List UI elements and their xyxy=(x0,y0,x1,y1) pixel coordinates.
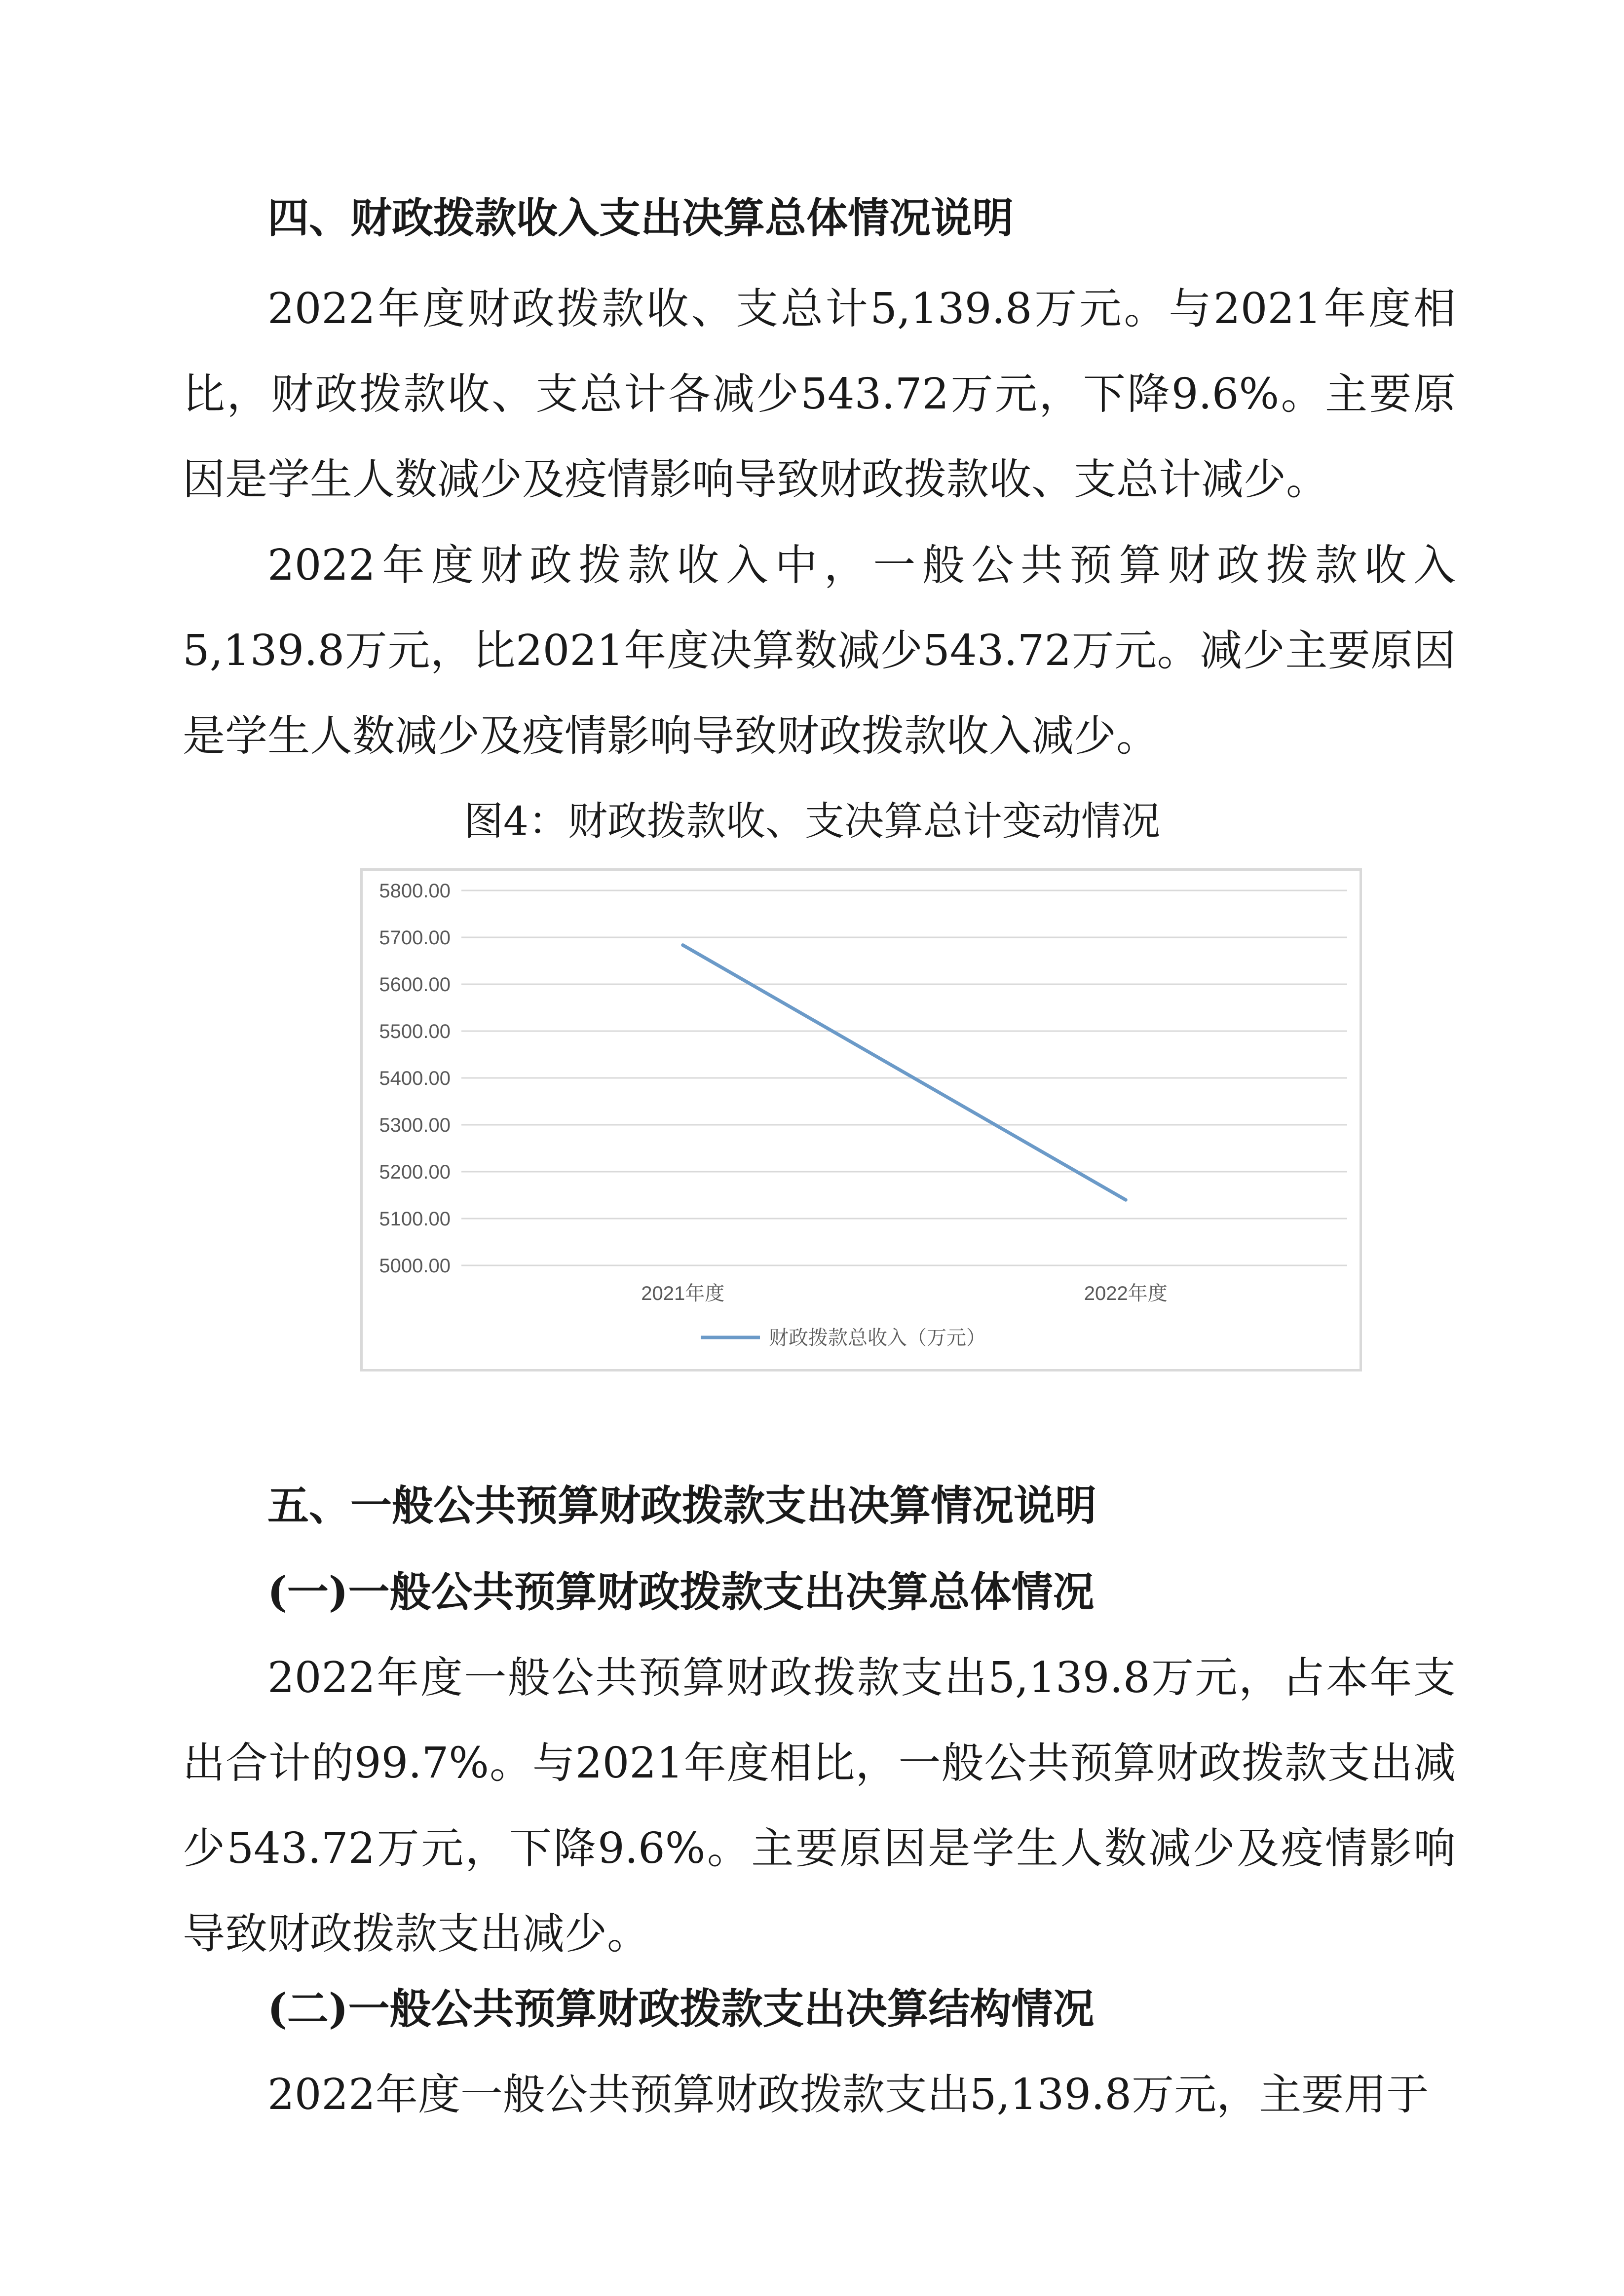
figure-caption: 图4：财政拨款收、支决算总计变动情况 xyxy=(464,798,1160,844)
y-tick-label: 5300.00 xyxy=(379,1114,451,1136)
x-tick-label: 2021年度 xyxy=(641,1283,725,1304)
y-tick-label: 5700.00 xyxy=(379,927,451,949)
data-point xyxy=(1124,1198,1127,1201)
y-tick-label: 5500.00 xyxy=(379,1021,451,1042)
section-4-paragraph-2: 2022年度财政拨款收入中，一般公共预算财政拨款收入5,139.8万元，比2021年度决算数减少543.72万元。减少主要原因是学生人数减少及疫情影响导致财政拨款收入减少。 xyxy=(183,541,1456,761)
y-tick-label: 5400.00 xyxy=(379,1068,451,1089)
data-point xyxy=(681,944,684,947)
y-tick-label: 5600.00 xyxy=(379,974,451,996)
section-5-paragraph-1: 2022年度一般公共预算财政拨款支出5,139.8万元，占本年支出合计的99.7%。与2021年度相比，一般公共预算财政拨款支出减少543.72万元，下降9.6%。主要原因是学生人数减少及疫情影响导致财政拨款支出减少。 xyxy=(183,1653,1456,1959)
y-tick-label: 5100.00 xyxy=(379,1208,451,1230)
subsection-2-heading: (二)一般公共预算财政拨款支出决算结构情况 xyxy=(267,1984,1095,2033)
section-5-paragraph-2: 2022年度一般公共预算财政拨款支出5,139.8万元，主要用于 xyxy=(267,2070,1429,2119)
section-5-heading: 五、一般公共预算财政拨款支出决算情况说明 xyxy=(267,1481,1097,1530)
section-4-paragraph-1: 2022年度财政拨款收、支总计5,139.8万元。与2021年度相比，财政拨款收、支总计各减少543.72万元，下降9.6%。主要原因是学生人数减少及疫情影响导致财政拨款收、支总计减少。 xyxy=(183,284,1456,504)
line-chart xyxy=(360,868,1362,1371)
series-line xyxy=(683,945,1126,1200)
y-tick-label: 5000.00 xyxy=(379,1255,451,1277)
x-tick-label: 2022年度 xyxy=(1084,1283,1168,1304)
line-chart-svg xyxy=(363,871,1364,1374)
section-4-heading: 四、财政拨款收入支出决算总体情况说明 xyxy=(267,194,1014,242)
y-tick-label: 5200.00 xyxy=(379,1161,451,1183)
legend-label: 财政拨款总收入（万元） xyxy=(769,1327,986,1349)
y-tick-label: 5800.00 xyxy=(379,880,451,902)
subsection-1-heading: (一)一般公共预算财政拨款支出决算总体情况 xyxy=(267,1567,1095,1616)
